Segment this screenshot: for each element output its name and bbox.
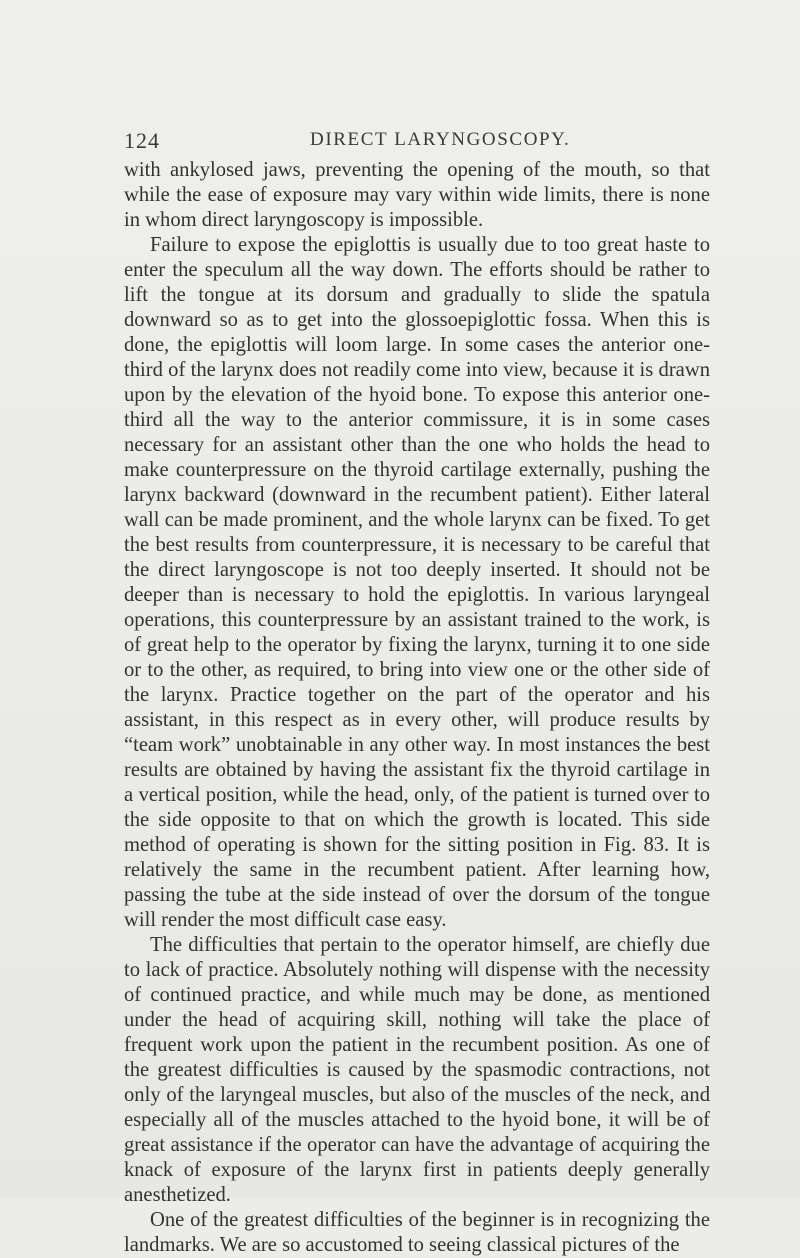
paragraph-epiglottis: Failure to expose the epiglottis is usually due to too great haste to enter the speculum all the way down. The efforts should be rather to lift the tongue at its dorsum and gradually to slide the spatula downward so as to get into the glossoepiglottic fossa. When this is done, the epiglottis will loom large. In some cases the anterior one-third of the larynx does not readily come into view, because it is drawn upon by the elevation of the hyoid bone. To expose this anterior one-third all the way to the anterior commissure, it is in some cases necessary for an assistant other than the one who holds the head to make counterpressure on the thyroid cartilage externally, pushing the larynx backward (downward in the recumbent patient). Either lateral wall can be made prominent, and the whole larynx can be fixed. To get the best results from counterpressure, it is necessary to be careful that the direct laryngoscope is not too deeply inserted. It should not be deeper than is necessary to hold the epiglottis. In various laryngeal operations, this counterpressure by an assistant trained to the work, is of great help to the operator by fixing the larynx, turning it to one side or to the other, as required, to bring into view one or the other side of the larynx. Practice together on the part of the operator and his assistant, in this respect as in every other, will produce results by “team work” unobtainable in any other way. In most instances the best results are obtained by having the assistant fix the thyroid cartilage in a vertical position, while the head, only, of the patient is turned over to the side opposite to that on which the growth is located. This side method of operating is shown for the sitting position in Fig. 83. It is relatively the same in the recumbent patient. After learning how, passing the tube at the side instead of over the dorsum of the tongue will render the most difficult case easy. bbox=[124, 234, 710, 931]
paragraph-operator-difficulties: The difficulties that pertain to the operator himself, are chiefly due to lack of practice. Absolutely nothing will dispense with the necessity of continued practice, and while much may be done, as mentioned under the head of acquiring skill, nothing will take the place of frequent work upon the patient in the recumbent position. As one of the greatest difficulties is caused by the spasmodic contractions, not only of the laryngeal muscles, but also of the muscles of the neck, and especially all of the muscles attached to the hyoid bone, it will be of great assistance if the operator can have the advantage of acquiring the knack of exposure of the larynx first in patients deeply generally anesthetized. bbox=[124, 934, 710, 1206]
page-header bbox=[124, 128, 714, 158]
running-title: DIRECT LARYNGOSCOPY. bbox=[310, 129, 571, 150]
paragraph-continued: with ankylosed jaws, preventing the opening of the mouth, so that while the ease of exposure may vary within wide limits, there is none in whom direct laryngoscopy is impossible. bbox=[124, 159, 710, 231]
body-text bbox=[124, 158, 710, 1258]
paragraph-landmarks: One of the greatest difficulties of the beginner is in recognizing the landmarks. We are so accustomed to seeing classical pictures of the bbox=[124, 1209, 710, 1256]
page-number: 124 bbox=[124, 128, 160, 153]
